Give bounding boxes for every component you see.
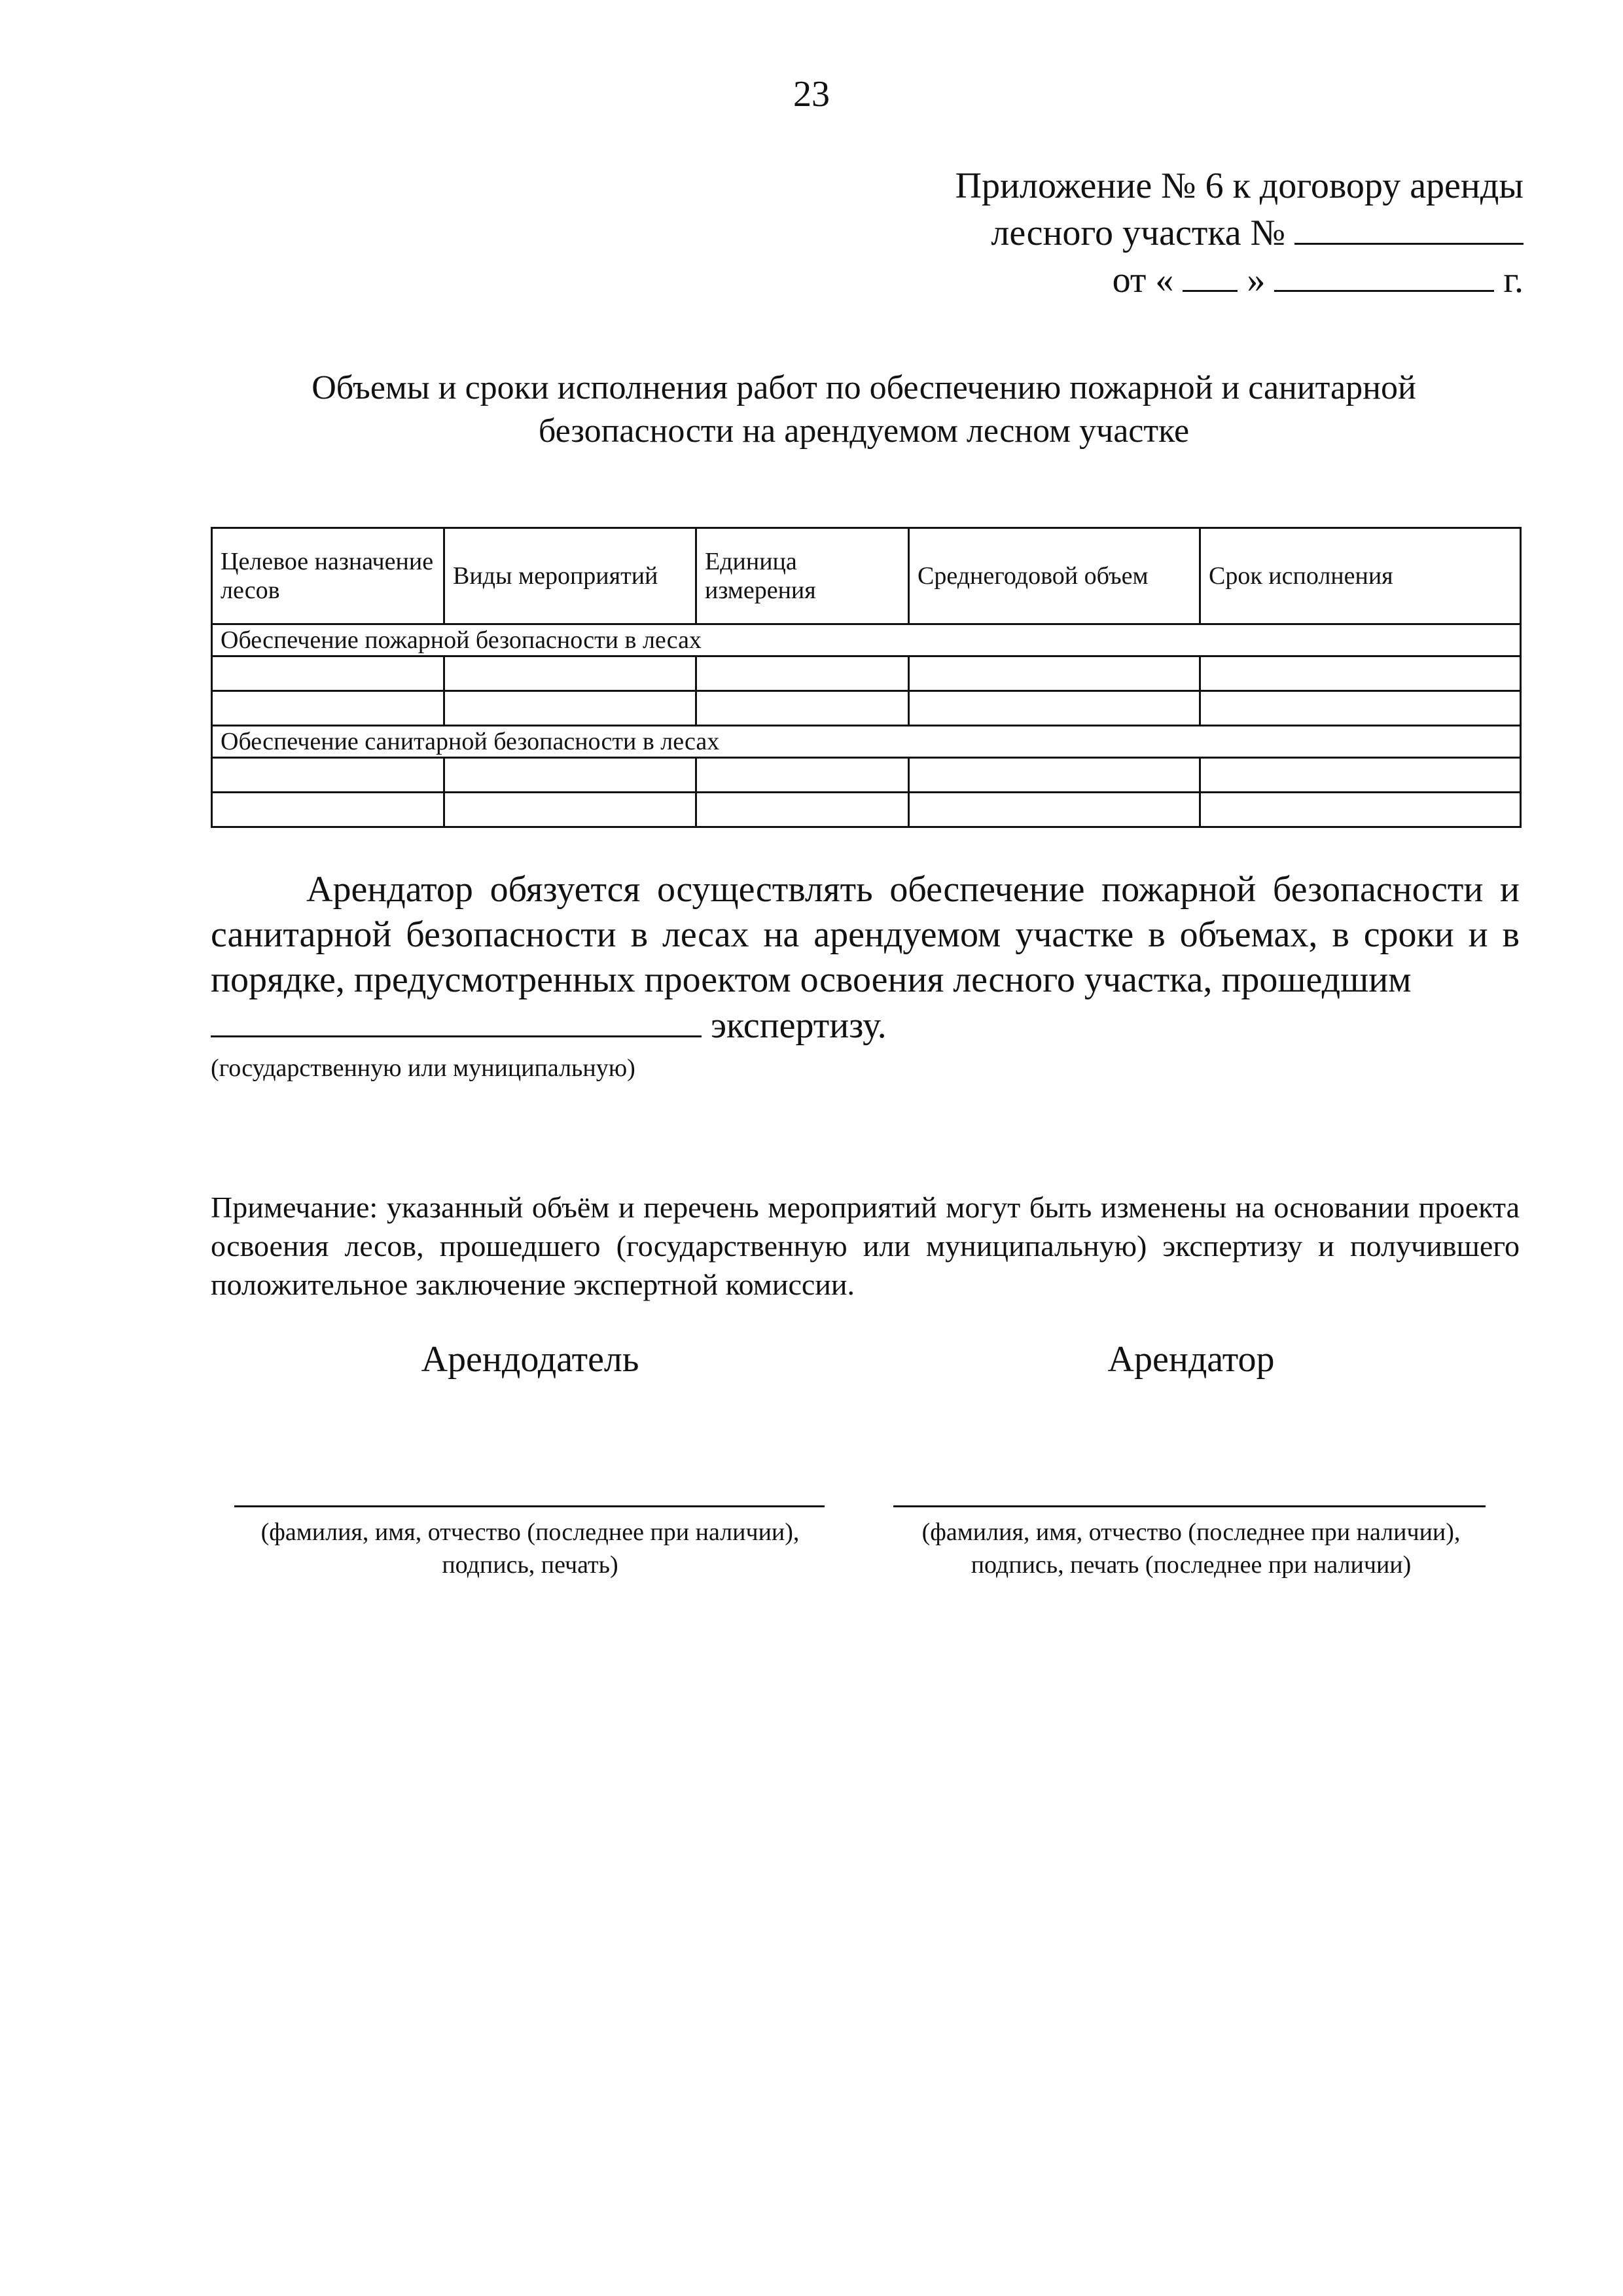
table-cell[interactable] [212,691,444,726]
table-cell[interactable] [1200,656,1521,691]
obligation-paragraph-end [211,1003,887,1047]
table-cell[interactable] [212,656,444,691]
header-activities: Виды мероприятий [444,528,696,624]
table-cell[interactable] [909,691,1200,726]
table-cell[interactable] [909,793,1200,827]
table-cell[interactable] [444,691,696,726]
header-unit: Единица измерения [696,528,909,624]
table-row [212,656,1521,691]
table-cell[interactable] [212,793,444,827]
section-fire-safety-label: Обеспечение пожарной безопасности в лесах [212,624,1521,656]
works-table [211,527,1522,828]
lessee-signature-line[interactable] [893,1505,1486,1507]
date-open-quote: от « [1112,260,1174,300]
table-cell[interactable] [1200,793,1521,827]
appendix-line-2-text: лесного участка № [991,213,1285,253]
date-month-year-blank[interactable] [1274,259,1494,292]
lessee-caption-line-2: подпись, печать (последнее при наличии) [971,1551,1412,1579]
table-cell[interactable] [1200,758,1521,793]
date-close-quote: » [1247,260,1266,300]
date-day-blank[interactable] [1183,259,1238,292]
lessee-caption-line-1: (фамилия, имя, отчество (последнее при наличии), [921,1518,1461,1546]
date-year-suffix: г. [1503,260,1524,300]
table-cell[interactable] [909,758,1200,793]
note-paragraph: Примечание: указанный объём и перечень мероприятий могут быть изменены на основании проекта освоения лесов, прошедшего (государственную или муниципальную) экспертизу и получившего положительное заключение экспертной комиссии. [211,1191,1520,1301]
appendix-line-2 [955,209,1524,257]
table-header-row [212,528,1521,624]
lessor-signature-line[interactable] [234,1505,825,1507]
table-cell[interactable] [696,656,909,691]
table-cell[interactable] [212,758,444,793]
table-cell[interactable] [1200,691,1521,726]
document-title-line-2: безопасности на арендуемом лесном участке [538,412,1190,450]
section-sanitary-safety [212,726,1521,758]
table-cell[interactable] [696,758,909,793]
table-cell[interactable] [444,758,696,793]
lessor-caption-line-2: подпись, печать) [442,1551,618,1579]
table-row [212,691,1521,726]
contract-number-blank[interactable] [1294,211,1524,245]
table-row [212,793,1521,827]
table-cell[interactable] [909,656,1200,691]
appendix-line-3 [955,257,1524,304]
expertise-word: экспертизу. [711,1005,887,1046]
table-row [212,758,1521,793]
lessee-label: Арендатор [1107,1339,1275,1380]
lessee-signature-caption [877,1516,1505,1581]
lessor-label: Арендодатель [421,1339,639,1380]
header-annual-volume: Среднегодовой объем [909,528,1200,624]
table-cell[interactable] [444,656,696,691]
document-title-line-1: Объемы и сроки исполнения работ по обеспечению пожарной и санитарной [312,369,1416,406]
lessor-signature-caption [216,1516,844,1581]
section-sanitary-safety-label: Обеспечение санитарной безопасности в лесах [212,726,1521,758]
appendix-header [955,162,1524,304]
header-deadline: Срок исполнения [1200,528,1521,624]
obligation-paragraph: Арендатор обязуется осуществлять обеспечение пожарной безопасности и санитарной безопасности в лесах на арендуемом участке в объемах, в сроки и в порядке, предусмотренных проектом освоения лесного участка, прошедшим [211,869,1520,1000]
table-cell[interactable] [696,793,909,827]
document-title [216,367,1512,453]
expertise-type-caption: (государственную или муниципальную) [211,1054,635,1082]
table-cell[interactable] [444,793,696,827]
table-cell[interactable] [696,691,909,726]
lessor-caption-line-1: (фамилия, имя, отчество (последнее при наличии), [260,1518,800,1546]
section-fire-safety [212,624,1521,656]
appendix-line-1: Приложение № 6 к договору аренды [955,166,1524,206]
page-number: 23 [793,74,830,115]
header-purpose: Целевое назначение лесов [212,528,444,624]
expertise-type-blank[interactable] [211,1003,702,1037]
